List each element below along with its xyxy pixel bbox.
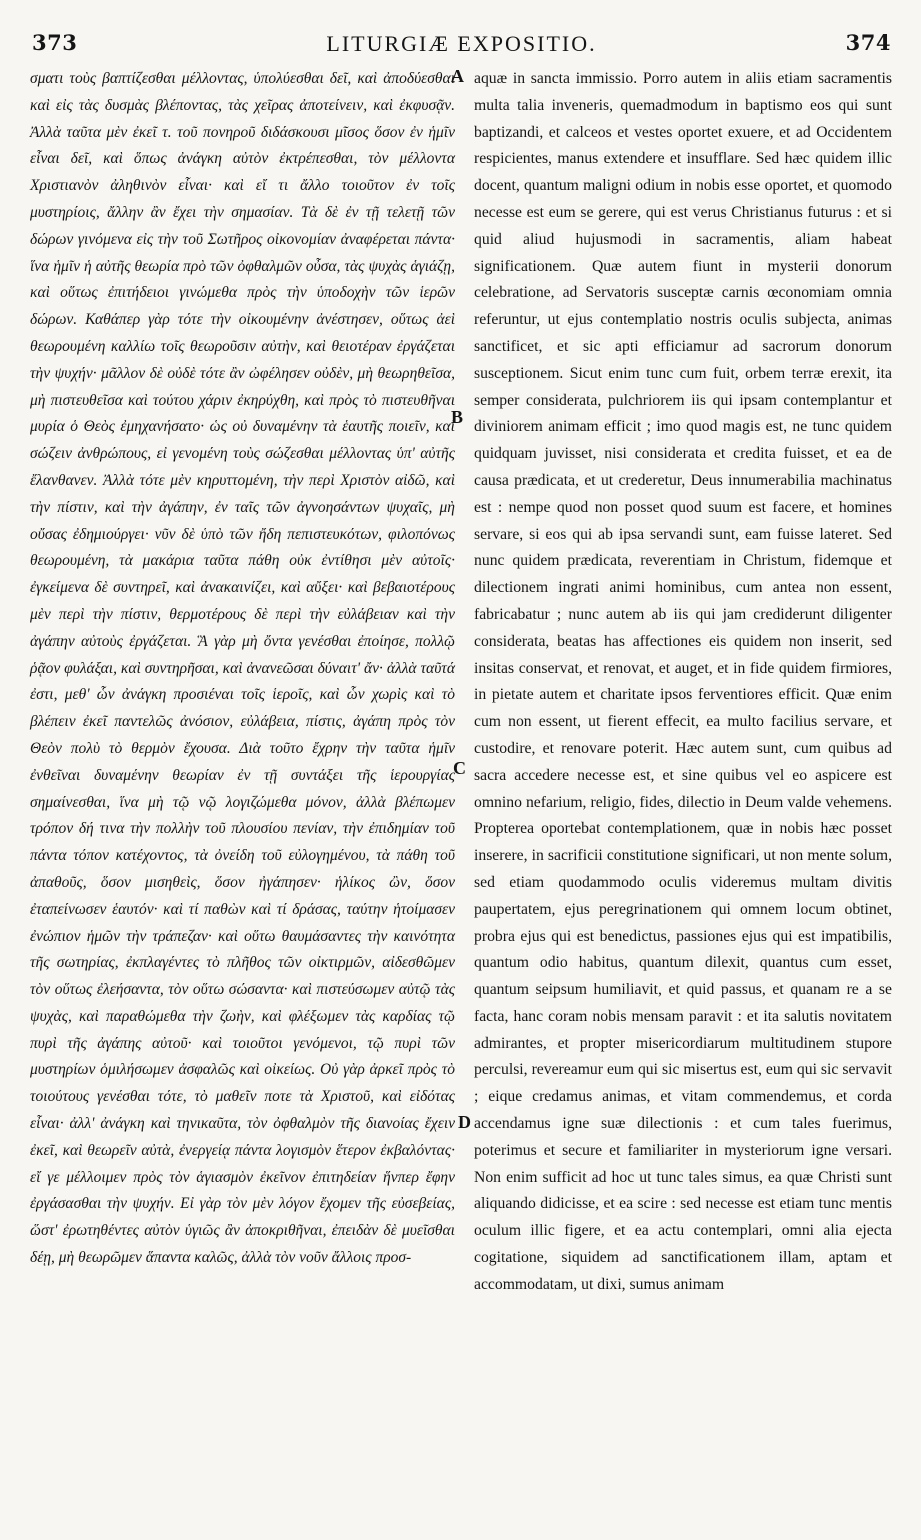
margin-marker-c: C — [453, 758, 466, 778]
page-number-left: 373 — [32, 30, 78, 55]
greek-text: σματι τοὺς βαπτίζεσθαι μέλλοντας, ὑπολύεσθαι δεῖ, καὶ ἀποδύεσθαι καὶ εἰς τὰς δυσμὰς βλέποντας, τὰς χεῖρας ἀποτείνειν, καὶ ἐκφυσᾷν. Ἀλλὰ ταῦτα μὲν ἐκεῖ τ. τοῦ πονηροῦ διδάσκουσι μῖσος ὅσον ἐν ἡμῖν εἶναι δεῖ, καὶ ὅπως ἀνάγκη αὐτὸν ἐκτρέπεσθαι, τὸν μέλλοντα Χριστιανὸν ἀληθινὸν εἶναι· καὶ εἴ τι ἄλλο τοιοῦτον ἐν τοῖς μυστηρίοις, ἄλλην ἂν ἔχει τὴν σημασίαν. Τὰ δὲ ἐν τῇ τελετῇ τῶν δώρων γινόμενα εἰς τὴν τοῦ Σωτῆρος οἰκονομίαν ἀναφέρεται πάντα· ἵνα ἡμῖν ἡ αὐτῆς θεωρία πρὸ τῶν ὀφθαλμῶν οὖσα, τὰς ψυχὰς ἁγιάζῃ, καὶ οὕτως ἐπιτήδειοι γινώμεθα πρὸς τὴν ὑποδοχὴν τῶν ἱερῶν δώρων. Καθάπερ γὰρ τότε τὴν οἰκουμένην ἀνέστησεν, οὕτως ἀεὶ θεωρουμένη καλλίω τοῖς θεωροῦσιν αὐτὴν, καὶ θειοτέραν ἐργάζεται τὴν ψυχήν· μᾶλλον δὲ οὐδὲ τότε ἂν ὠφέλησεν οὐδὲν, μὴ θεωρηθεῖσα, μὴ πιστευθεῖσα καὶ τούτου χάριν ἐκηρύχθη, καὶ πρὸς τὸ πιστευθῆναι μυρία ὁ Θεὸς ἐμηχανήσατο· ὡς οὐ δυναμένην τὰ ἑαυτῆς ποιεῖν, καὶ σώζειν ἀνθρώπους, εἰ γενομένη τοὺς σώζεσθαι μέλλοντας ὑπ' αὐτῆς ἔλανθανεν. Ἀλλὰ τότε μὲν κηρυττομένη, τὴν περὶ Χριστὸν αἰδῶ, καὶ τὴν πίστιν, καὶ τὴν ἀγάπην, ἐν ταῖς τῶν ἀγνοησάντων ψυχαῖς, μὴ οὔσας ἐδημιούργει· νῦν δὲ ὑπὸ τῶν ἤδη πεπιστευκότων, φιλοπόνως θεωρουμένη, τὰ μακάρια ταῦτα πάθη οὐκ ἐντίθησι μὲν αὐτοῖς· ἐγκείμενα δὲ συντηρεῖ, καὶ ἀνακαινίζει, καὶ αὔξει· καὶ βεβαιοτέρους μὲν περὶ τὴν πίστιν, θερμοτέρους δὲ περὶ τὴν εὐλάβειαν καὶ τὴν ἀγάπην αὐτοὺς ἐργάζεται. Ἃ γὰρ μὴ ὄντα γενέσθαι ἐποίησε, πολλῷ ῥᾷον φυλάξαι, καὶ συντηρῆσαι, καὶ ἀνανεῶσαι δύναιτ' ἄν· ἀλλὰ ταῦτά ἐστι, μεθ' ὧν ἀνάγκη προσιέναι τοῖς ἱεροῖς, καὶ ὧν χωρὶς καὶ τὸ βλέπειν ἐκεῖ παντελῶς ἀνόσιον, εὐλάβεια, πίστις, ἀγάπη πρὸς τὸν Θεὸν πολὺ τὸ θερμὸν ἔχουσα. Διὰ τοῦτο ἔχρην τὴν ταῦτα ἡμῖν ἐνθεῖναι δυναμένην θεωρίαν ἐν τῇ συντάξει τῆς ἱερουργίας σημαίνεσθαι, ἵνα μὴ τῷ νῷ λογιζώμεθα μόνον, ἀλλὰ βλέπωμεν τρόπον δή τινα τὴν πολλὴν τοῦ πλουσίου πενίαν, τὴν ἐπιδημίαν τοῦ πάντα τόπον κατέχοντος, τὰ ὀνείδη τοῦ εὐλογημένου, τὰ πάθη τοῦ ἀπαθοῦς, ὅσον μισηθεὶς, ὅσον ἠγάπησεν· ἡλίκος ὢν, ὅσον ἐταπείνωσεν ἑαυτόν· καὶ τί παθὼν καὶ τί δράσας, ταύτην ἡτοίμασεν ἐνώπιον ἡμῶν τὴν τράπεζαν· καὶ οὕτω θαυμάσαντες τὴν καινότητα τῆς σωτηρίας, ἐκπλαγέντες τὸ πλῆθος τῶν οἰκτιρμῶν, αἰδεσθῶμεν τὸν οὕτως ἐλεήσαντα, τὸν οὕτω σώσαντα· καὶ πιστεύσωμεν αὐτῷ τὰς ψυχὰς, καὶ παραθώμεθα τὴν ζωὴν, καὶ φλέξωμεν τὰς καρδίας τῷ πυρὶ τῆς ἀγάπης αὐτοῦ· καὶ τοιοῦτοι γενόμενοι, τῷ πυρὶ τῶν μυστηρίων ὁμιλήσωμεν ἀσφαλῶς καὶ οἰκείως. Οὐ γὰρ ἀρκεῖ πρὸς τὸ τοιούτους γενέσθαι τότε, τὸ μαθεῖν ποτε τὰ Χριστοῦ, καὶ εἰδότας εἶναι· ἀλλ' ἀνάγκη καὶ τηνικαῦτα, τὸν ὀφθαλμὸν τῆς διανοίας ἔχειν ἐκεῖ, καὶ θεωρεῖν αὐτὰ, ἐνεργείᾳ πάντα λογισμὸν ἕτερον ἐκβαλόντας· εἴ γε μέλλοιμεν πρὸς τὸν ἁγιασμὸν ἐκεῖνον ἐπιτηδείαν ἥνπερ ἔφην ἐργάσασθαι τὴν ψυχήν. Εἰ γὰρ τὸν μὲν λόγον ἔχομεν τῆς εὐσεβείας, ὥστ' ἐρωτηθέντες αὐτὸν ὑγιῶς ἂν ἀποκριθῆναι, ἐπειδὰν δὲ μυεῖσθαι δέῃ, μὴ θεωρῶμεν ἅπαντα καλῶς, ἀλλὰ τὸν νοῦν ἄλλοις προσ- — [30, 70, 455, 1267]
margin-marker-a: A — [451, 66, 464, 86]
greek-column — [30, 66, 455, 1272]
page-header — [32, 30, 891, 64]
running-title: LITURGIÆ EXPOSITIO. — [326, 31, 597, 56]
page-number-right: 374 — [845, 30, 891, 55]
latin-text: aquæ in sancta immissio. Porro autem in aliis etiam sacramentis multa talia inveneris, quemadmodum in baptismo eos qui sunt baptizandi, et calceos et vestes oportet exuere, et ad Occidentem respicientes, manus extendere et insufflare. Sed hæc quidem illic docent, quantum maligni odium in nobis esse oportet, et quomodo necesse est eum se gerere, qui est verus Christianus futurus : et si quid aliud hujusmodi in sacramentis, aliam habeat significationem. Quæ autem fiunt in mysterii donorum celebratione, ad Servatoris susceptæ carnis œconomiam omnia referuntur, ut ejus contemplatio nostris oculis subjecta, animas sanctificet, et sic apti efficiamur ad sacrorum donorum susceptionem. Sicut enim tunc cum fuit, orbem terræ erexit, ita semper considerata, pulchriorem iis qui ipsam contemplantur et diviniorem animam efficit ; imo quod magis est, ne tunc quidem quidquam juvisset, nisi considerata et credita fuisset, et ea de causa prædicata, et ut crederetur, Deus innumerabilia machinatus est : nempe quod non posset quod suum est facere, et homines servare, si eos qui ab ipsa servandi sunt, eam fuisse lateret. Sed nunc quidem prædicata, reverentiam in Christum, fidemque et dilectionem ingrati animi hominibus, cum antea non essent, fabricabatur ; nunc autem ab iis qui jam crediderunt diligenter considerata, beatas has affectiones eis quidem non inserit, sed insitas conservat, et renovat, et auget, et in fide quidem firmiores, in pietate autem et charitate ipsos ferventiores efficit. Quæ enim cum non essent, ut fierent effecit, ea multo facilius servare, et custodire, et renovare poterit. Hæc autem sunt, cum quibus ad sacra accedere necesse est, et sine quibus vel eo aspicere est omnino nefarium, religio, fides, dilectio in Deum valde vehemens. Propterea oportebat contemplationem, quæ in nobis hæc posset inserere, in sacrificii constitutione significari, ut non mente solum, sed etiam quodammodo oculis videremus multam divitis paupertatem, ejus peregrinationem qui omnem locum obtinet, probra ejus qui est benedictus, passiones ejus qui est impatibilis, quantum odio habitus, quantum dilexit, quantus cum esset, quantum seipsum humiliavit, et quid passus, et quanam re a se facta, hanc coram nobis mensam paravit : et ita salutis novitatem admirantes, et propter misericordiarum multitudinem stupore perculsi, revereamur eum qui sic misertus est, eum qui sic servavit ; eique credamus animas, et vitam commendemus, et corda accendamus igne suæ dilectionis : et cum tales fuerimus, poterimus et secure et familiariter in mysteriorum igne versari. Non enim sufficit ad hoc ut tunc tales simus, ea quæ Christi sunt aliquando didicisse, et ea scire : sed necesse est etiam tunc mentis oculum illic figere, et ea actu contemplari, omni alia ejecta cogitatione, siquidem ad sanctificationem illam, aptam et accommodatam, ut dixi, sumus animam — [474, 70, 892, 1293]
latin-column — [474, 66, 892, 1299]
margin-marker-b: B — [451, 407, 464, 427]
margin-marker-d: D — [458, 1112, 471, 1132]
